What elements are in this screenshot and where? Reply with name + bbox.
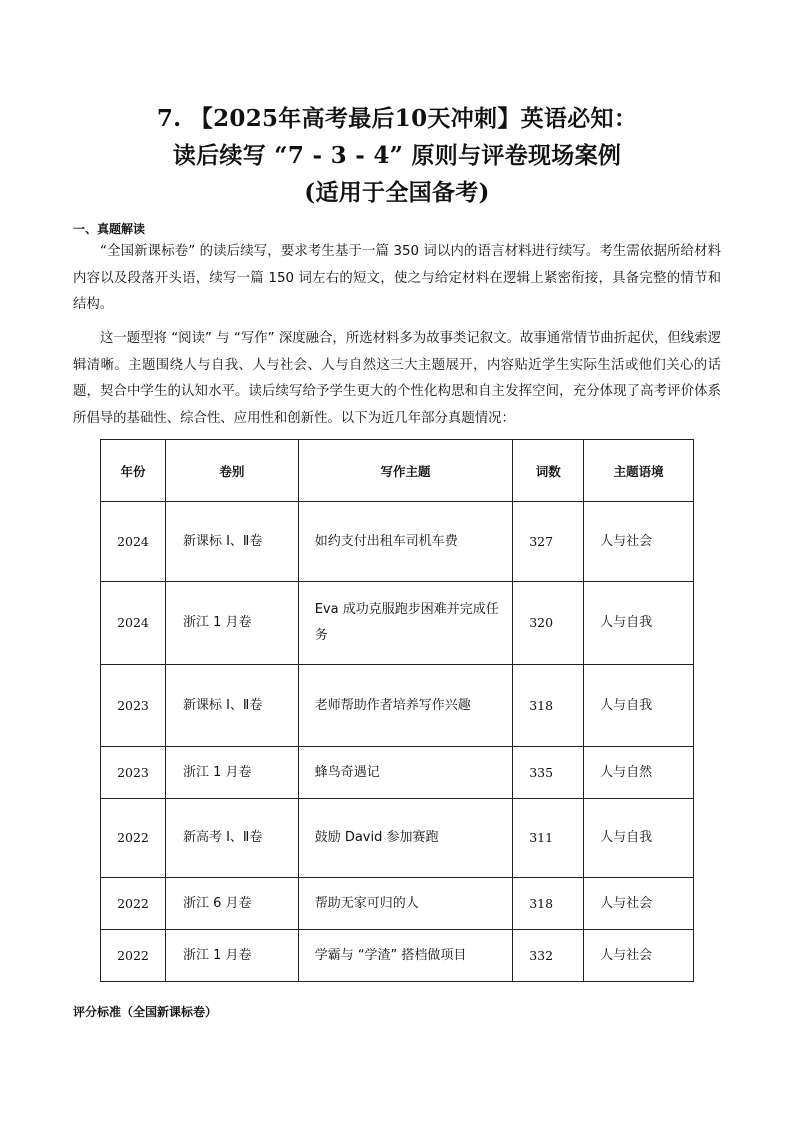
title-line-2: 读后续写 “7 - 3 - 4” 原则与评卷现场案例 xyxy=(172,142,622,169)
cell-context: 人与社会 xyxy=(584,930,694,982)
intro-paragraph: “全国新课标卷” 的读后续写，要求考生基于一篇 350 词以内的语言材料进行续写。考生需依据所给材料内容以及段落开头语，续写一篇 150 词左右的短文，使之与给定材料在逻辑上紧密衔接，具备完整的情节和结构。 xyxy=(73,244,721,312)
table-header-row xyxy=(101,440,694,502)
section-heading: 一、真题解读 xyxy=(73,222,146,236)
cell-year: 2023 xyxy=(101,747,166,799)
title-line-1: 7. 【2025年高考最后10天冲刺】英语必知： xyxy=(156,105,638,132)
exam-topics-table xyxy=(100,439,694,982)
cell-year: 2022 xyxy=(101,799,166,878)
table-row xyxy=(101,747,694,799)
cell-words: 318 xyxy=(513,878,584,930)
table-row xyxy=(101,502,694,582)
cell-context: 人与社会 xyxy=(584,878,694,930)
cell-words: 311 xyxy=(513,799,584,878)
header-topic: 写作主题 xyxy=(298,440,513,502)
cell-topic: 老师帮助作者培养写作兴趣 xyxy=(298,665,513,747)
header-context: 主题语境 xyxy=(584,440,694,502)
cell-topic: 如约支付出租车司机车费 xyxy=(298,502,513,582)
header-paper: 卷别 xyxy=(165,440,298,502)
table-row xyxy=(101,930,694,982)
cell-context: 人与自我 xyxy=(584,799,694,878)
table-row xyxy=(101,582,694,665)
scoring-standard-heading: 评分标准（全国新课标卷） xyxy=(73,1005,218,1019)
header-year: 年份 xyxy=(101,440,166,502)
cell-year: 2024 xyxy=(101,582,166,665)
cell-topic: 鼓励 David 参加赛跑 xyxy=(298,799,513,878)
cell-paper: 新课标 Ⅰ、Ⅱ卷 xyxy=(165,665,298,747)
cell-context: 人与自然 xyxy=(584,747,694,799)
cell-context: 人与自我 xyxy=(584,665,694,747)
cell-paper: 新高考 Ⅰ、Ⅱ卷 xyxy=(165,799,298,878)
cell-topic: 帮助无家可归的人 xyxy=(298,878,513,930)
table-row xyxy=(101,878,694,930)
cell-year: 2022 xyxy=(101,878,166,930)
table-row xyxy=(101,665,694,747)
cell-words: 332 xyxy=(513,930,584,982)
cell-year: 2023 xyxy=(101,665,166,747)
cell-words: 320 xyxy=(513,582,584,665)
cell-paper: 浙江 1 月卷 xyxy=(165,747,298,799)
cell-words: 335 xyxy=(513,747,584,799)
cell-context: 人与社会 xyxy=(584,502,694,582)
cell-topic: 蜂鸟奇遇记 xyxy=(298,747,513,799)
cell-words: 327 xyxy=(513,502,584,582)
cell-words: 318 xyxy=(513,665,584,747)
document-title xyxy=(0,100,794,211)
cell-context: 人与自我 xyxy=(584,582,694,665)
cell-year: 2024 xyxy=(101,502,166,582)
cell-paper: 浙江 1 月卷 xyxy=(165,930,298,982)
header-words: 词数 xyxy=(513,440,584,502)
cell-paper: 浙江 6 月卷 xyxy=(165,878,298,930)
title-line-3: (适用于全国备考) xyxy=(304,179,490,206)
cell-topic: Eva 成功克服跑步困难并完成任务 xyxy=(298,582,513,665)
cell-topic: 学霸与 “学渣” 搭档做项目 xyxy=(298,930,513,982)
cell-year: 2022 xyxy=(101,930,166,982)
table-row xyxy=(101,799,694,878)
analysis-paragraph: 这一题型将 “阅读” 与 “写作” 深度融合，所选材料多为故事类记叙文。故事通常情节曲折起伏，但线索逻辑清晰。主题围绕人与自我、人与社会、人与自然这三大主题展开，内容贴近学生实际生活或他们关心的话题，契合中学生的认知水平。读后续写给予学生更大的个性化构思和自主发挥空间，充分体现了高考评价体系所倡导的基础性、综合性、应用性和创新性。以下为近几年部分真题情况： xyxy=(73,331,721,426)
cell-paper: 新课标 Ⅰ、Ⅱ卷 xyxy=(165,502,298,582)
cell-paper: 浙江 1 月卷 xyxy=(165,582,298,665)
